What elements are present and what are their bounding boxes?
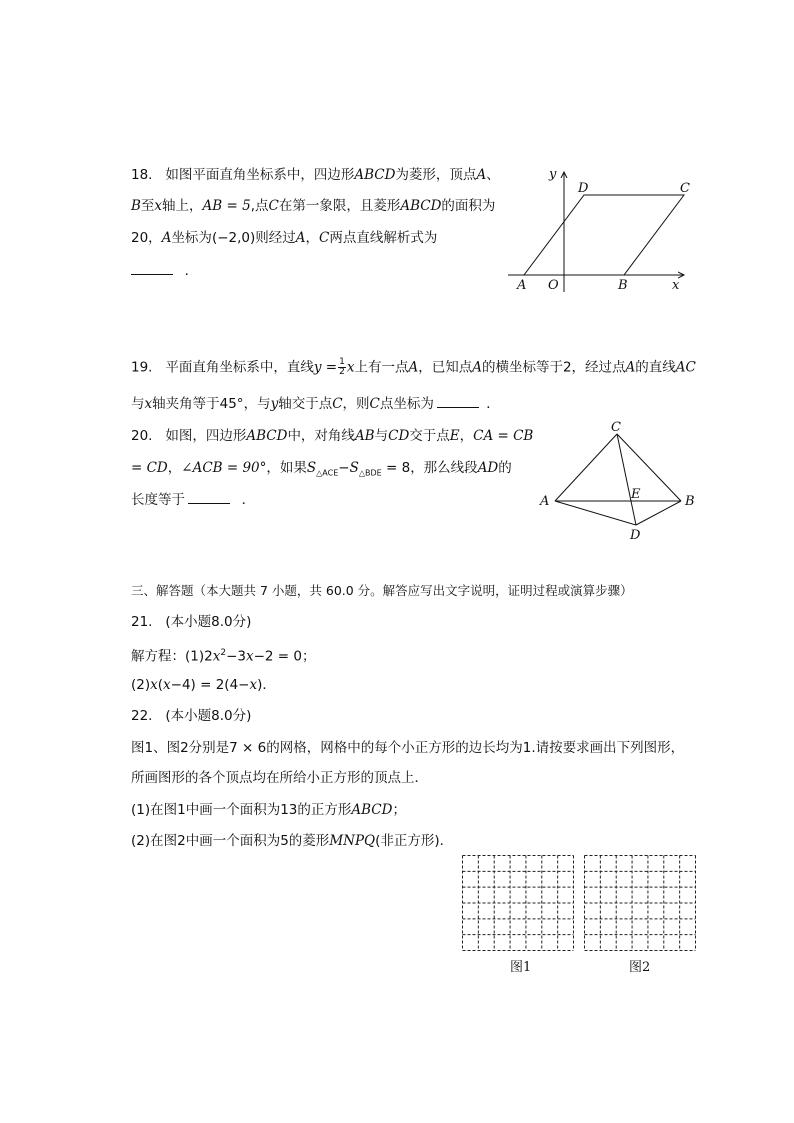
q18-line1: 18. 如图平面直角坐标系中，四边形ABCD为菱形，顶点A、 xyxy=(131,167,500,183)
label-A: A xyxy=(517,278,527,293)
label-x: x xyxy=(672,278,680,293)
q20-figure xyxy=(535,420,705,545)
label-C: C xyxy=(680,181,690,196)
q21-eq2: (2)x(x−4) = 2(4−x)． xyxy=(131,677,276,693)
segment-AC xyxy=(555,434,617,501)
figure-2-caption: 图2 xyxy=(629,960,651,975)
label-O: O xyxy=(548,278,559,293)
question-number: 20. xyxy=(131,428,153,444)
question-number: 21. xyxy=(131,614,153,630)
question-number: 22. xyxy=(131,708,153,724)
q22-line2: 所画图形的各个顶点均在所给小正方形的顶点上． xyxy=(131,770,428,786)
fraction: $\frac{1}{2}$ xyxy=(339,357,345,377)
answer-blank xyxy=(188,491,230,504)
q20-line3: 长度等于 ． xyxy=(131,492,256,508)
q22-line1: 图1、图2分别是7 × 6的网格，网格中的每个小正方形的边长均为1.请按要求画出下列图形， xyxy=(131,740,685,756)
q18-figure xyxy=(500,160,700,295)
question-number: 18. xyxy=(131,167,153,183)
points-label: (本小题8.0分) xyxy=(165,614,252,630)
grid-figure-1 xyxy=(462,855,574,951)
segment-CD xyxy=(617,434,636,525)
segment-CB xyxy=(617,434,681,501)
label-y: y xyxy=(549,167,557,182)
segment-AD xyxy=(555,501,636,525)
q22-line4: (2)在图2中画一个面积为5的菱形MNPQ(非正方形)． xyxy=(131,833,454,849)
q22-header xyxy=(131,707,251,725)
figure-1-caption: 图1 xyxy=(510,960,532,975)
q19-line2: 与x轴夹角等于45°，与y轴交于点C，则C点坐标为 ． xyxy=(131,396,500,412)
q20-line2: = CD，∠ACB = 90°，如果$S_{\triangle ACE}-S_{\triangle BDE} = 8$，那么线段AD的 xyxy=(131,460,512,478)
q18-line4: ． xyxy=(131,262,198,280)
q21-eq1: 解方程：$(1)2x^2-3x-2 = 0$； xyxy=(131,648,316,665)
q21-header xyxy=(131,613,251,631)
q19-line1: 19. 平面直角坐标系中，直线y = $\frac{1}{2}$ x上有一点A，已知点A的横坐标等于2，经过点A的直线AC xyxy=(131,357,696,377)
answer-blank xyxy=(437,395,479,408)
rhombus-abcd xyxy=(524,195,684,275)
label-D: D xyxy=(578,181,589,196)
label-A: A xyxy=(540,494,550,509)
answer-blank xyxy=(131,262,173,275)
grid-figure-2 xyxy=(584,855,696,951)
section-heading: 三、解答题（本大题共 7 小题，共 60.0 分。解答应写出文字说明，证明过程或演算步骤） xyxy=(131,583,633,598)
label-B: B xyxy=(618,278,628,293)
label-C: C xyxy=(611,420,621,435)
label-B: B xyxy=(685,494,695,509)
label-E: E xyxy=(631,487,641,502)
segment-BD xyxy=(636,501,681,525)
q18-line3: 20，A坐标为(−2,0)则经过A，C两点直线解析式为 xyxy=(131,230,438,246)
q22-line3: (1)在图1中画一个面积为13的正方形ABCD； xyxy=(131,802,406,818)
points-label: (本小题8.0分) xyxy=(165,708,252,724)
label-D: D xyxy=(630,528,641,543)
question-number: 19. xyxy=(131,359,153,376)
q18-line2: B至x轴上，AB = 5,点C在第一象限，且菱形ABCD的面积为 xyxy=(131,198,496,214)
q20-line1: 20. 如图，四边形ABCD中，对角线AB与CD交于点E，CA = CB xyxy=(131,428,534,444)
